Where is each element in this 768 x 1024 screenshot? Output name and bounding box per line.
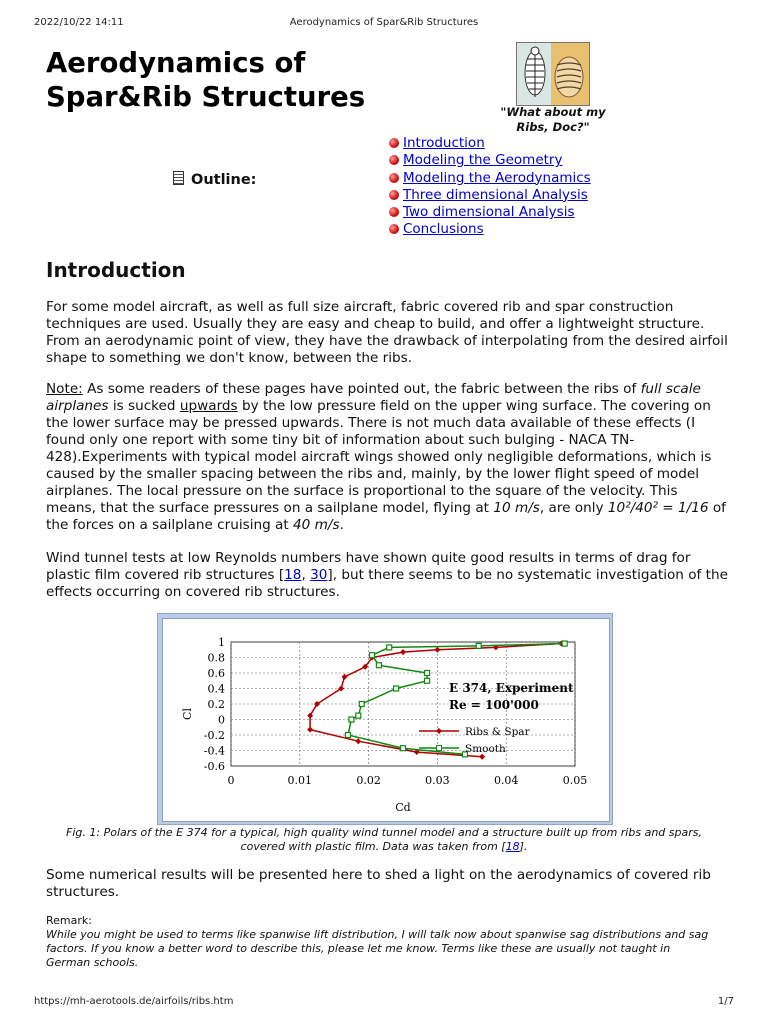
- chart-annotation-line-2: Re = 100'000: [449, 698, 539, 712]
- outline-link-introduction[interactable]: Introduction: [403, 135, 485, 151]
- print-doc-title: Aerodynamics of Spar&Rib Structures: [289, 17, 479, 28]
- reference-link-30[interactable]: 30: [310, 567, 328, 583]
- print-page-number: 1/7: [717, 996, 734, 1007]
- polar-chart: [162, 618, 610, 822]
- data-point: [349, 717, 354, 722]
- intro-paragraph-wind-tunnel: Wind tunnel tests at low Reynolds numbers have shown quite good results in terms of drag for plastic film covered rib structures [18, 30], but there seems to be no systematic investigation of the effects occurring on covered rib structures.: [46, 550, 728, 600]
- polar-chart-svg: [163, 619, 609, 821]
- y-tick-label: -0.2: [203, 729, 225, 742]
- data-point: [345, 733, 350, 738]
- y-tick-label: 0.6: [207, 667, 225, 680]
- reference-link-18[interactable]: 18: [284, 567, 302, 583]
- intro-paragraph-results: Some numerical results will be presented here to shed a light on the aerodynamics of covered rib structures.: [46, 867, 711, 900]
- document-icon: [173, 171, 184, 185]
- legend-marker: [437, 746, 442, 751]
- x-tick-label: 0.05: [562, 774, 588, 787]
- x-tick-label: 0.03: [425, 774, 450, 787]
- reference-link-18-caption[interactable]: 18: [505, 840, 520, 853]
- y-tick-label: -0.6: [203, 760, 225, 773]
- remark-label: Remark:: [46, 914, 92, 927]
- y-tick-label: 0.8: [207, 651, 225, 665]
- remark-text: While you might be used to terms like spanwise lift distribution, I will talk now about spanwise sag distributions and sag factors. If you know a better word to describe this, please let me know. Terms like these are usually not taught in German schools.: [46, 928, 709, 969]
- red-bullet-icon: [389, 155, 399, 165]
- page-title: Aerodynamics of Spar&Rib Structures: [46, 47, 366, 113]
- section-heading-introduction: Introduction: [46, 258, 186, 282]
- x-tick-label: 0: [227, 774, 235, 787]
- data-point: [356, 713, 361, 718]
- outline-link-3d-analysis[interactable]: Three dimensional Analysis: [403, 186, 588, 203]
- chart-annotation-line-1: E 374, Experiment: [449, 681, 574, 695]
- polar-chart-frame: [157, 613, 613, 825]
- note-label: Note:: [46, 381, 83, 397]
- data-point: [401, 746, 406, 751]
- outline-list: [389, 135, 591, 239]
- x-axis-label: Cd: [395, 801, 411, 814]
- intro-paragraph-1: For some model aircraft, as well as full size aircraft, fabric covered rib and spar construction techniques are used. Usually they are easy and cheap to build, and offer a lightweight structure. From an aerodynamic point of view, they have the drawback of interpolating from the desired airfoil shape to something we don't know, between the ribs.: [46, 299, 728, 366]
- y-tick-label: -0.4: [203, 744, 225, 758]
- data-point: [394, 686, 399, 691]
- y-tick-label: 0.4: [207, 682, 225, 696]
- red-bullet-icon: [389, 173, 399, 183]
- outline-link-aerodynamics[interactable]: Modeling the Aerodynamics: [403, 169, 591, 186]
- outline-link-conclusions[interactable]: Conclusions: [403, 221, 484, 238]
- outline-item: [389, 170, 591, 187]
- outline-item: [389, 187, 591, 204]
- print-footer-url: https://mh-aerotools.de/airfoils/ribs.htm: [34, 996, 234, 1007]
- x-tick-label: 0.02: [356, 774, 381, 787]
- outline-item: [389, 135, 591, 152]
- image-caption: "What about my Ribs, Doc?": [500, 105, 606, 134]
- legend-label: Ribs & Spar: [465, 726, 530, 738]
- data-point: [376, 663, 381, 668]
- skeleton-ribs-image: [516, 42, 590, 106]
- x-tick-label: 0.01: [287, 774, 313, 787]
- data-point: [359, 702, 364, 707]
- outline-link-2d-analysis[interactable]: Two dimensional Analysis: [403, 204, 575, 221]
- outline-link-geometry[interactable]: Modeling the Geometry: [403, 152, 563, 169]
- data-point: [425, 671, 430, 676]
- outline-label: Outline:: [173, 171, 256, 188]
- red-bullet-icon: [389, 224, 399, 234]
- data-point: [562, 641, 567, 646]
- print-datetime: 2022/10/22 14:11: [34, 17, 124, 28]
- data-point: [387, 645, 392, 650]
- outline-item: [389, 204, 591, 221]
- data-point: [370, 653, 375, 658]
- outline-item: [389, 152, 591, 169]
- y-tick-label: 0: [218, 713, 225, 727]
- y-tick-label: 0.2: [207, 698, 225, 711]
- figure-caption: Fig. 1: Polars of the E 374 for a typical, high quality wind tunnel model and a structure built up from ribs and spars, covered with plastic film. Data was taken from [18].: [66, 826, 702, 853]
- red-bullet-icon: [389, 138, 399, 148]
- y-tick-label: 1: [218, 636, 225, 649]
- outline-item: [389, 221, 591, 238]
- data-point: [476, 643, 481, 648]
- legend-label: Smooth: [465, 743, 506, 755]
- intro-paragraph-note: Note: As some readers of these pages have pointed out, the fabric between the ribs of full scale airplanes is sucked upwards by the low pressure field on the upper wing surface. The covering on the lower surface may be pressed upwards. There is not much data available of these effects (I found only one report with some tiny bit of information about such bulging - NACA TN-428).Experiments with typical model aircraft wings showed only negligible deformations, which is caused by the smaller spacing between the ribs and, mainly, by the lower flight speed of model airplanes. The local pressure on the surface is proportional to the square of the velocity. This means, that the surface pressures on a sailplane model, flying at 10 m/s, are only 10²/40² = 1/16 of the forces on a sailplane cruising at 40 m/s.: [46, 381, 726, 533]
- red-bullet-icon: [389, 207, 399, 217]
- y-axis-label: Cl: [181, 708, 194, 720]
- x-tick-label: 0.04: [493, 774, 519, 787]
- red-bullet-icon: [389, 190, 399, 200]
- data-point: [425, 678, 430, 683]
